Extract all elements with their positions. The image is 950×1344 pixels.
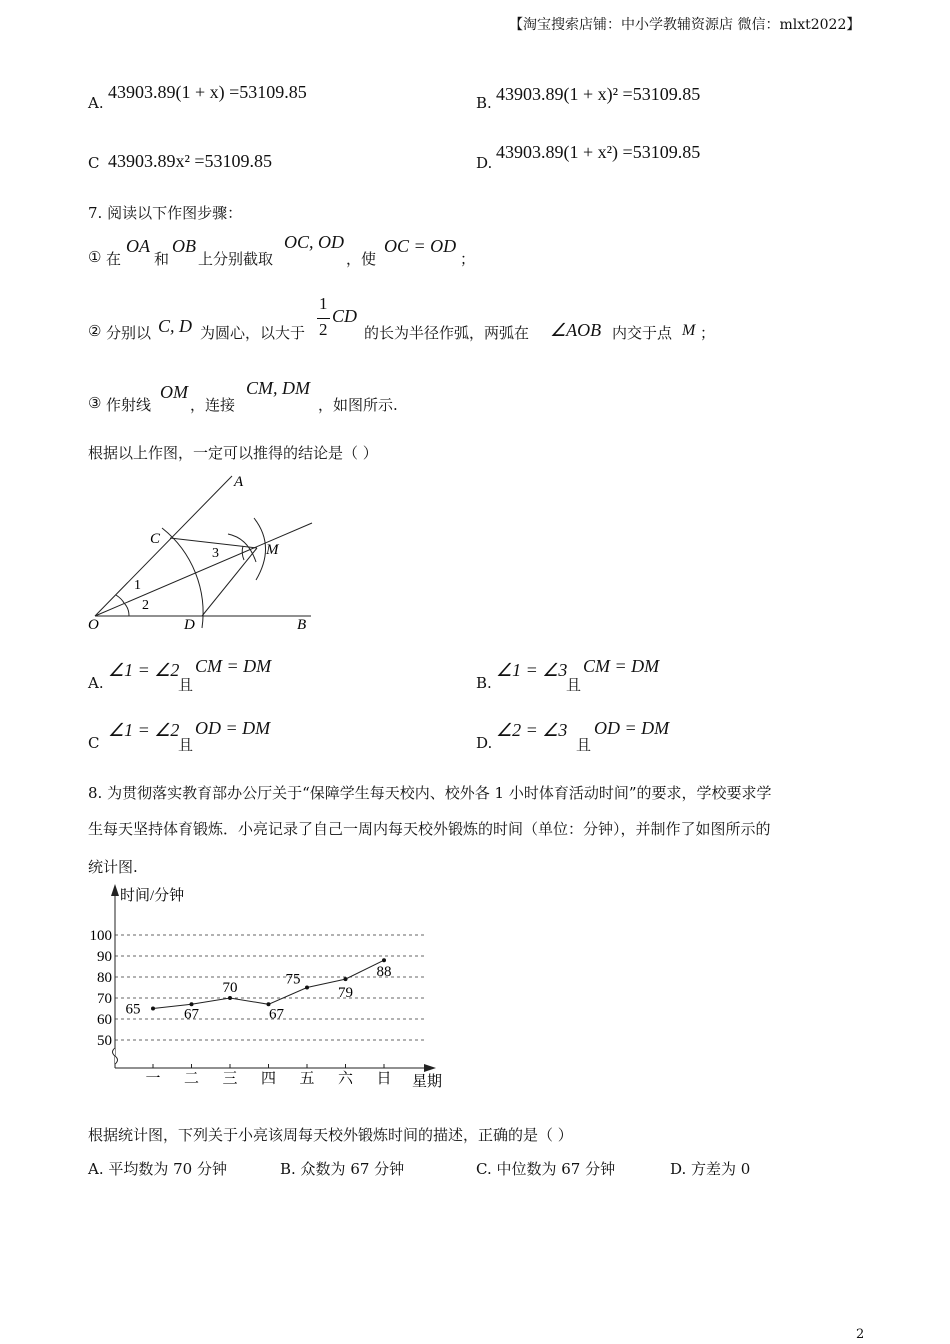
q7-option-a-qie: 且	[178, 676, 194, 694]
page-header: 【淘宝搜索店铺：中小学教辅资源店 微信：mlxt2022】	[509, 17, 861, 33]
x-axis-arrow	[424, 1064, 436, 1072]
arc-c	[228, 534, 256, 562]
q6-option-d-label[interactable]: D.	[476, 154, 493, 172]
data-label: 75	[285, 971, 301, 988]
q7-step3-t3: ，如图所示.	[318, 396, 398, 414]
q7-step3-t1: 作射线	[106, 396, 152, 414]
q8-option-a[interactable]: A. 平均数为 70 分钟	[88, 1160, 227, 1178]
q7-title: 7. 阅读以下作图步骤：	[88, 204, 243, 222]
q7-step1-eq: OC = OD	[384, 236, 457, 256]
q7-option-c-label[interactable]: C	[88, 734, 100, 752]
q7-step2-t4: 内交于点	[612, 324, 673, 342]
data-point	[151, 1007, 155, 1011]
y-tick-label: 80	[97, 970, 112, 986]
q7-step2-cd: C, D	[158, 316, 193, 336]
x-tick-label: 日	[376, 1071, 392, 1087]
q6-option-c-expr: 43903.89x² =53109.85	[108, 151, 273, 171]
data-label: 67	[184, 1006, 199, 1023]
q7-step2-num: ②	[88, 322, 102, 340]
data-point	[344, 977, 348, 981]
q7-step2-t2: 为圆心，以大于	[200, 324, 306, 342]
q7-step1-t4: ，使	[346, 250, 377, 268]
q7-step2-t5: ；	[700, 324, 716, 342]
q7-step1-ocod: OC, OD	[284, 232, 345, 252]
q8-line3: 统计图.	[88, 858, 138, 876]
data-label: 79	[338, 985, 353, 1002]
y-tick-label: 60	[97, 1012, 112, 1028]
q7-step1-ob: OB	[172, 236, 196, 256]
y-axis-arrow	[111, 884, 119, 896]
q7-step2-frac-den: 2	[319, 320, 328, 339]
q7-option-a-expr2: CM = DM	[195, 656, 272, 676]
q7-option-c-expr2: OD = DM	[195, 718, 271, 738]
q7-step2-frac-bar	[317, 318, 330, 319]
q8-line1: 8. 为贯彻落实教育部办公厅关于“保障学生每天校内、校外各 1 小时体育活动时间”的要求，学校要求学	[88, 784, 772, 802]
q7-step3-t2: ，连接	[190, 396, 236, 414]
q7-option-b-label[interactable]: B.	[476, 674, 492, 692]
q6-option-b-label[interactable]: B.	[476, 94, 492, 112]
angle-arc-1	[124, 603, 129, 616]
q6-option-c-label[interactable]: C	[88, 154, 100, 172]
q7-step3-cmdm: CM, DM	[246, 378, 310, 398]
ray-om	[95, 523, 312, 616]
label-angle-2: 2	[142, 598, 149, 613]
q7-step1-t3: 上分别截取	[198, 250, 274, 268]
q7-option-c-expr1: ∠1 = ∠2	[108, 720, 180, 740]
q7-step2-t3: 的长为半径作弧，两弧在	[364, 324, 530, 342]
q7-step1-num: ①	[88, 248, 102, 266]
y-axis-label: 时间/分钟	[120, 888, 185, 904]
q8-option-c[interactable]: C. 中位数为 67 分钟	[476, 1160, 616, 1178]
label-angle-3: 3	[212, 546, 219, 561]
x-tick-label: 四	[260, 1071, 277, 1087]
q7-option-d-qie: 且	[576, 736, 592, 754]
q6-option-d-expr: 43903.89(1 + x²) =53109.85	[496, 142, 701, 162]
data-point	[305, 986, 309, 990]
y-tick-label: 100	[89, 928, 112, 944]
q6-option-a-label[interactable]: A.	[88, 94, 104, 112]
data-label: 88	[376, 964, 392, 981]
q8-line-chart	[80, 876, 460, 1096]
q7-step2-m: M	[682, 322, 696, 339]
q7-step1-t2: 和	[154, 250, 170, 268]
q7-option-b-expr1: ∠1 = ∠3	[496, 660, 568, 680]
q7-step3-num: ③	[88, 394, 102, 412]
q7-step3-om: OM	[160, 382, 188, 402]
x-tick-label: 一	[145, 1071, 161, 1087]
q7-option-d-expr1: ∠2 = ∠3	[496, 720, 568, 740]
x-axis-label: 星期	[412, 1074, 443, 1090]
x-tick-label: 五	[299, 1071, 315, 1087]
data-point	[382, 958, 386, 962]
q7-option-c-qie: 且	[178, 736, 194, 754]
q8-line2: 生每天坚持体育锻炼．小亮记录了自己一周内每天校外锻炼的时间（单位：分钟），并制作了如图所示的	[88, 820, 771, 838]
label-d: D	[184, 617, 195, 633]
q7-step1-oa: OA	[126, 236, 150, 256]
q7-step2-frac-num: 1	[319, 294, 328, 313]
data-label: 65	[125, 1001, 141, 1018]
label-m: M	[266, 542, 279, 558]
y-tick-label: 50	[97, 1033, 112, 1049]
axis-break	[113, 1048, 118, 1064]
q7-geometry-figure	[80, 468, 330, 638]
label-a: A	[234, 474, 244, 490]
q7-question: 根据以上作图，一定可以推得的结论是（ ）	[88, 444, 378, 462]
label-angle-1: 1	[134, 578, 141, 593]
q8-option-d[interactable]: D. 方差为 0	[670, 1160, 751, 1178]
q8-question: 根据统计图，下列关于小亮该周每天校外锻炼时间的描述，正确的是（ ）	[88, 1126, 573, 1144]
q7-option-d-expr2: OD = DM	[594, 718, 670, 738]
data-label: 67	[269, 1006, 284, 1023]
page-number: 2	[856, 1327, 865, 1342]
q7-step2-cdv: CD	[332, 306, 358, 326]
q7-step2-t1: 分别以	[106, 324, 152, 342]
data-point	[228, 996, 232, 1000]
y-tick-label: 70	[97, 991, 112, 1007]
data-label: 70	[222, 980, 238, 996]
q7-step2-angle: ∠AOB	[550, 320, 602, 340]
x-tick-label: 二	[183, 1071, 200, 1087]
angle-arc-2	[116, 595, 124, 603]
q7-option-b-expr2: CM = DM	[583, 656, 660, 676]
x-tick-label: 六	[337, 1071, 354, 1087]
label-o: O	[88, 617, 99, 633]
q7-step1-t5: ；	[460, 250, 476, 268]
q8-option-b[interactable]: B. 众数为 67 分钟	[280, 1160, 405, 1178]
q6-option-a-expr: 43903.89(1 + x) =53109.85	[108, 82, 307, 102]
q7-step1-t1: 在	[106, 250, 122, 268]
label-b: B	[297, 617, 307, 633]
q7-option-d-label[interactable]: D.	[476, 734, 493, 752]
q7-option-a-expr1: ∠1 = ∠2	[108, 660, 180, 680]
label-c: C	[150, 531, 161, 547]
y-tick-label: 90	[97, 949, 112, 965]
q6-option-b-expr: 43903.89(1 + x)² =53109.85	[496, 84, 701, 104]
q7-option-a-label[interactable]: A.	[88, 674, 104, 692]
q7-option-b-qie: 且	[566, 676, 582, 694]
x-tick-label: 三	[222, 1071, 238, 1087]
